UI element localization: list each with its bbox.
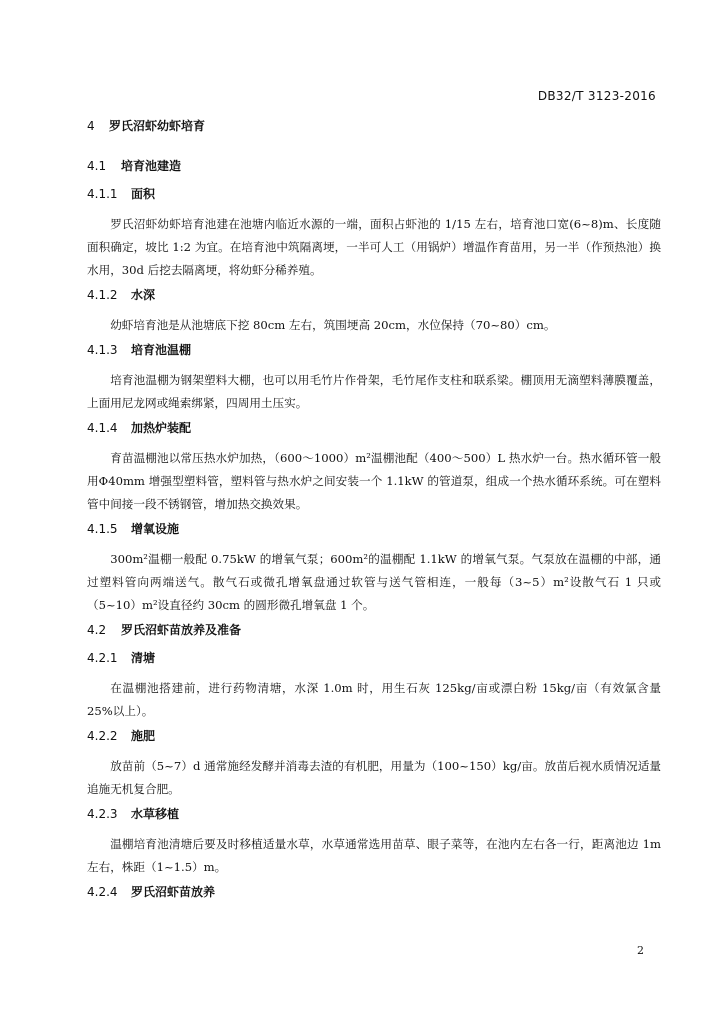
section-title: 培育池温棚	[131, 343, 192, 357]
section-title: 面积	[131, 187, 156, 201]
section-number: 4.2.1	[87, 651, 118, 665]
section-heading-4-1-3	[87, 342, 661, 358]
section-title: 罗氏沼虾苗放养及准备	[121, 623, 242, 637]
body-paragraph: 幼虾培育池是从池塘底下挖 80cm 左右，筑围埂高 20cm，水位保持（70~80）cm。	[110, 318, 556, 332]
page-number: 2	[637, 944, 644, 957]
section-heading-4	[87, 118, 661, 134]
section-number: 4.2	[87, 623, 107, 637]
section-title: 清塘	[131, 651, 156, 665]
section-number: 4.2.4	[87, 885, 118, 899]
section-heading-4-1-5	[87, 521, 661, 537]
section-number: 4.2.3	[87, 807, 118, 821]
section-title: 水深	[131, 288, 156, 302]
body-paragraph: 300m²温棚一般配 0.75kW 的增氧气泵；600m²的温棚配 1.1kW 的增氧气泵。气泵放在温棚的中部，通过塑料管向两端送气。散气石或微孔增氧盘通过软管与送气管相连，一般每（3~5）m²设散气石 1 只或（5~10）m²设直径约 30cm 的圆形微孔增氧盘 1 个。	[87, 552, 661, 612]
document-body	[87, 118, 665, 912]
section-title: 加热炉装配	[131, 421, 192, 435]
section-number: 4.1.2	[87, 288, 118, 302]
section-heading-4-2	[87, 622, 661, 638]
section-number: 4.1.1	[87, 187, 118, 201]
section-heading-4-1-4	[87, 420, 661, 436]
section-heading-4-1-1	[87, 186, 661, 202]
section-heading-4-2-1	[87, 650, 661, 666]
section-number: 4.1.5	[87, 522, 118, 536]
body-paragraph: 罗氏沼虾幼虾培育池建在池塘内临近水源的一端，面积占虾池的 1/15 左右，培育池口宽(6~8)m、长度随面积确定，坡比 1:2 为宜。在培育池中筑隔离埂，一半可人工（用锅炉）增温作育苗用，另一半（作预热池）换水用，30d 后挖去隔离埂，将幼虾分稀养殖。	[87, 217, 661, 277]
section-heading-4-1-2	[87, 287, 661, 303]
section-heading-4-1	[87, 158, 661, 174]
section-number: 4	[87, 119, 95, 133]
section-title: 水草移植	[131, 807, 180, 821]
section-heading-4-2-4	[87, 884, 661, 900]
section-number: 4.1.3	[87, 343, 118, 357]
section-title: 培育池建造	[121, 159, 182, 173]
section-title: 罗氏沼虾苗放养	[131, 885, 216, 899]
standard-code: DB32/T 3123-2016	[537, 89, 656, 103]
section-number: 4.1.4	[87, 421, 118, 435]
section-number: 4.2.2	[87, 729, 118, 743]
section-title: 施肥	[131, 729, 156, 743]
body-paragraph: 在温棚池搭建前，进行药物清塘，水深 1.0m 时，用生石灰 125kg/亩或漂白粉 15kg/亩（有效氯含量 25%以上）。	[87, 681, 665, 718]
body-paragraph: 温棚培育池清塘后要及时移植适量水草，水草通常选用苗草、眼子菜等，在池内左右各一行，距离池边 1m 左右，株距（1~1.5）m。	[87, 837, 665, 874]
section-title: 罗氏沼虾幼虾培育	[109, 119, 206, 133]
body-paragraph: 育苗温棚池以常压热水炉加热，（600～1000）m²温棚池配（400～500）L 热水炉一台。热水循环管一般用Φ40mm 增强型塑料管，塑料管与热水炉之间安装一个 1.1kW 的管道泵，组成一个热水循环系统。可在塑料管中间接一段不锈钢管，增加热交换效果。	[87, 451, 661, 511]
section-heading-4-2-2	[87, 728, 661, 744]
body-paragraph: 放苗前（5~7）d 通常施经发酵并消毒去渣的有机肥，用量为（100~150）kg/亩。放苗后视水质情况适量追施无机复合肥。	[87, 759, 661, 796]
section-title: 增氧设施	[131, 522, 180, 536]
section-number: 4.1	[87, 159, 107, 173]
body-paragraph: 培育池温棚为钢架塑料大棚，也可以用毛竹片作骨架，毛竹尾作支柱和联系梁。棚顶用无滴塑料薄膜覆盖，上面用尼龙网或绳索绑紧，四周用土压实。	[87, 373, 661, 410]
section-heading-4-2-3	[87, 806, 661, 822]
